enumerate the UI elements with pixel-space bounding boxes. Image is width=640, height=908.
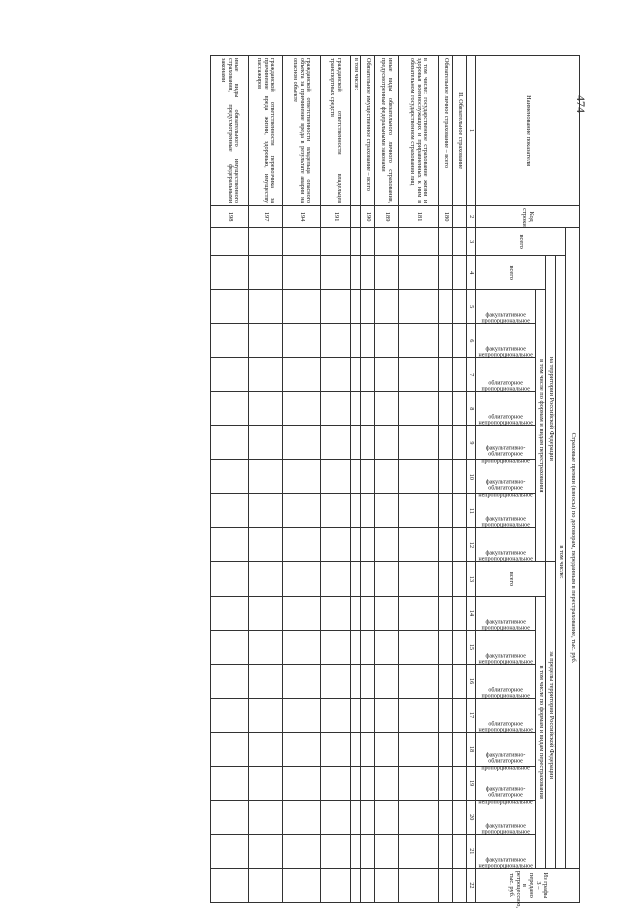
- value-cell: [249, 228, 283, 256]
- value-cell: [321, 228, 351, 256]
- column-type-header: [476, 698, 536, 732]
- value-cell: [439, 358, 453, 392]
- value-cell: [453, 324, 467, 358]
- value-cell: [249, 392, 283, 426]
- value-cell: [211, 460, 249, 494]
- column-number: 12: [467, 528, 476, 562]
- value-cell: [399, 664, 439, 698]
- value-cell: [321, 494, 351, 528]
- column-type-label: облигаторное пропорциональное: [481, 687, 530, 700]
- value-cell: [283, 732, 321, 766]
- value-cell: [249, 528, 283, 562]
- row-code: 194: [283, 206, 321, 228]
- value-cell: [375, 290, 399, 324]
- value-cell: [439, 732, 453, 766]
- outside-rf-header: за пределы территории Российской Федерации: [546, 562, 556, 868]
- column-type-header: [476, 290, 536, 324]
- value-cell: [375, 732, 399, 766]
- value-cell: [283, 358, 321, 392]
- row-code: [351, 206, 361, 228]
- value-cell: [375, 596, 399, 630]
- value-cell: [321, 800, 351, 834]
- value-cell: [211, 800, 249, 834]
- value-cell: [351, 426, 361, 460]
- value-cell: [283, 766, 321, 800]
- value-cell: [283, 630, 321, 664]
- table-row: [361, 56, 375, 903]
- row-label: иные виды обязательного личного страхования, предусмотренные федеральными законами: [375, 56, 399, 206]
- value-cell: [249, 256, 283, 290]
- column-type-header: [476, 630, 536, 664]
- page-number: 474: [574, 95, 588, 113]
- table-row: [453, 56, 467, 903]
- column-type-header: [476, 834, 536, 868]
- value-cell: [351, 562, 361, 596]
- value-cell: [321, 460, 351, 494]
- value-cell: [249, 460, 283, 494]
- column-number: 9: [467, 426, 476, 460]
- column-type-label: факультативное пропорциональное: [481, 517, 530, 530]
- value-cell: [351, 358, 361, 392]
- value-cell: [361, 664, 375, 698]
- outside-forms-header: в том числе по формам и видам перестрахования: [536, 596, 546, 868]
- value-cell: [453, 630, 467, 664]
- value-cell: [375, 834, 399, 868]
- value-cell: [361, 562, 375, 596]
- column-type-header: [476, 494, 536, 528]
- value-cell: [439, 562, 453, 596]
- value-cell: [283, 664, 321, 698]
- value-cell: [249, 834, 283, 868]
- row-code: 189: [375, 206, 399, 228]
- value-cell: [283, 800, 321, 834]
- value-cell: [399, 562, 439, 596]
- row-label: гражданской ответственности перевозчика за причинение вреда жизни, здоровью, имуществу пассажиров: [249, 56, 283, 206]
- value-cell: [361, 290, 375, 324]
- row-code: [453, 206, 467, 228]
- column-number: 16: [467, 664, 476, 698]
- value-cell: [351, 528, 361, 562]
- column-type-header: [476, 664, 536, 698]
- value-cell: [439, 596, 453, 630]
- value-cell: [211, 426, 249, 460]
- value-cell: [351, 834, 361, 868]
- value-cell: [283, 228, 321, 256]
- column-number: 8: [467, 392, 476, 426]
- column-type-label: факультативное непропорциональное: [478, 857, 533, 870]
- value-cell: [321, 834, 351, 868]
- territory-forms-header: в том числе по формам и видам перестрахования: [536, 290, 546, 562]
- row-code: 180: [439, 206, 453, 228]
- column-type-label: факультативное непропорциональное: [478, 653, 533, 666]
- row-label: иные виды обязательного имущественного страхования, предусмотренные федеральными законами: [211, 56, 249, 206]
- row-label: в том числе:: [351, 56, 361, 206]
- value-cell: [361, 698, 375, 732]
- value-cell: [375, 800, 399, 834]
- row-label: II. Обязательное страхование: [453, 56, 467, 206]
- column-type-label: факультативное непропорциональное: [478, 551, 533, 564]
- value-cell: [321, 698, 351, 732]
- value-cell: [439, 290, 453, 324]
- value-cell: [351, 596, 361, 630]
- column-number: 19: [467, 766, 476, 800]
- value-cell: [211, 256, 249, 290]
- value-cell: [453, 698, 467, 732]
- table-row: [283, 56, 321, 903]
- retrocession-header: Из графы 3 – передано в ретроцессию, тыс. руб.: [476, 868, 580, 902]
- value-cell: [351, 494, 361, 528]
- column-type-header: [476, 596, 536, 630]
- value-cell: [321, 392, 351, 426]
- value-cell: [375, 664, 399, 698]
- row-label: Обязательное имущественное страхование – всего: [361, 56, 375, 206]
- value-cell: [283, 596, 321, 630]
- value-cell: [249, 290, 283, 324]
- column-type-label: облигаторное пропорциональное: [481, 380, 530, 394]
- territory-total-header: всего: [476, 256, 546, 290]
- column-number: 11: [467, 494, 476, 528]
- column-type-header: [476, 460, 536, 499]
- line-code-header: Код строки: [476, 206, 580, 228]
- column-type-label: факультативно-облигаторное непропорциональное: [478, 786, 533, 805]
- value-cell: [375, 392, 399, 426]
- value-cell: [321, 596, 351, 630]
- value-cell: [283, 698, 321, 732]
- value-cell: [439, 256, 453, 290]
- value-cell: [453, 460, 467, 494]
- column-number: 6: [467, 324, 476, 358]
- value-cell: [453, 596, 467, 630]
- value-cell: [453, 664, 467, 698]
- value-cell: [211, 868, 249, 902]
- value-cell: [453, 494, 467, 528]
- value-cell: [439, 834, 453, 868]
- value-cell: [249, 868, 283, 902]
- column-number: 21: [467, 834, 476, 868]
- value-cell: [321, 664, 351, 698]
- value-cell: [211, 290, 249, 324]
- value-cell: [351, 800, 361, 834]
- value-cell: [439, 630, 453, 664]
- column-number: 13: [467, 562, 476, 596]
- value-cell: [439, 766, 453, 800]
- column-type-label: факультативное непропорциональное: [478, 346, 533, 360]
- value-cell: [211, 664, 249, 698]
- row-code: 198: [211, 206, 249, 228]
- value-cell: [351, 732, 361, 766]
- value-cell: [399, 358, 439, 392]
- column-type-header: [476, 324, 536, 358]
- value-cell: [399, 868, 439, 902]
- value-cell: [283, 392, 321, 426]
- column-type-label: факультативное пропорциональное: [481, 619, 530, 632]
- value-cell: [375, 630, 399, 664]
- value-cell: [361, 868, 375, 902]
- value-cell: [439, 392, 453, 426]
- value-cell: [249, 494, 283, 528]
- value-cell: [361, 460, 375, 494]
- column-type-header: [476, 426, 536, 465]
- value-cell: [283, 460, 321, 494]
- value-cell: [399, 324, 439, 358]
- column-type-label: факультативное пропорциональное: [481, 312, 530, 326]
- column-number: 3: [467, 228, 476, 256]
- column-type-header: [476, 358, 536, 392]
- value-cell: [361, 630, 375, 664]
- value-cell: [399, 228, 439, 256]
- table-row: [399, 56, 439, 903]
- value-cell: [439, 426, 453, 460]
- row-code: 197: [249, 206, 283, 228]
- value-cell: [321, 732, 351, 766]
- value-cell: [283, 494, 321, 528]
- column-number: 17: [467, 698, 476, 732]
- value-cell: [321, 358, 351, 392]
- column-number: 10: [467, 460, 476, 494]
- value-cell: [351, 460, 361, 494]
- table-row: [439, 56, 453, 903]
- value-cell: [283, 256, 321, 290]
- value-cell: [453, 228, 467, 256]
- value-cell: [211, 494, 249, 528]
- value-cell: [453, 528, 467, 562]
- value-cell: [351, 228, 361, 256]
- value-cell: [399, 596, 439, 630]
- value-cell: [439, 528, 453, 562]
- value-cell: [453, 426, 467, 460]
- column-number: 2: [467, 206, 476, 228]
- column-number: 4: [467, 256, 476, 290]
- column-type-header: [476, 528, 536, 562]
- value-cell: [439, 324, 453, 358]
- outside-total-header: всего: [476, 562, 546, 596]
- value-cell: [399, 766, 439, 800]
- value-cell: [361, 228, 375, 256]
- row-label: в том числе: государственное страхование жизни и здоровья военнослужащих и приравненных к ним в обязательном государственном страховании лиц: [399, 56, 439, 206]
- reinsurance-premiums-table: [210, 55, 580, 908]
- value-cell: [439, 494, 453, 528]
- value-cell: [351, 698, 361, 732]
- value-cell: [351, 392, 361, 426]
- value-cell: [351, 324, 361, 358]
- value-cell: [453, 732, 467, 766]
- value-cell: [321, 290, 351, 324]
- value-cell: [361, 766, 375, 800]
- row-code: 191: [321, 206, 351, 228]
- column-number: 7: [467, 358, 476, 392]
- value-cell: [283, 324, 321, 358]
- column-number: 22: [467, 868, 476, 902]
- total-header: всего: [476, 228, 566, 256]
- value-cell: [249, 324, 283, 358]
- value-cell: [375, 228, 399, 256]
- value-cell: [249, 630, 283, 664]
- value-cell: [439, 868, 453, 902]
- value-cell: [399, 834, 439, 868]
- value-cell: [249, 358, 283, 392]
- value-cell: [249, 698, 283, 732]
- value-cell: [375, 324, 399, 358]
- value-cell: [439, 664, 453, 698]
- value-cell: [439, 228, 453, 256]
- value-cell: [439, 800, 453, 834]
- row-code: 181: [399, 206, 439, 228]
- value-cell: [361, 358, 375, 392]
- value-cell: [211, 834, 249, 868]
- indicator-name-header: Наименование показателя: [476, 56, 580, 206]
- value-cell: [361, 256, 375, 290]
- table-row: [351, 56, 361, 903]
- column-number: 1: [467, 56, 476, 206]
- value-cell: [211, 528, 249, 562]
- value-cell: [375, 766, 399, 800]
- value-cell: [399, 494, 439, 528]
- column-type-label: облигаторное непропорциональное: [478, 721, 533, 734]
- value-cell: [361, 834, 375, 868]
- value-cell: [453, 358, 467, 392]
- row-code: 190: [361, 206, 375, 228]
- table-row: [249, 56, 283, 903]
- value-cell: [399, 290, 439, 324]
- column-number: 20: [467, 800, 476, 834]
- value-cell: [211, 596, 249, 630]
- value-cell: [399, 392, 439, 426]
- value-cell: [399, 460, 439, 494]
- value-cell: [321, 528, 351, 562]
- value-cell: [375, 698, 399, 732]
- incl-header: в том числе:: [556, 256, 566, 869]
- value-cell: [361, 392, 375, 426]
- value-cell: [375, 460, 399, 494]
- value-cell: [321, 562, 351, 596]
- value-cell: [211, 630, 249, 664]
- value-cell: [361, 596, 375, 630]
- column-number: 15: [467, 630, 476, 664]
- column-type-label: факультативно-облигаторное пропорциональное: [481, 445, 530, 465]
- value-cell: [321, 324, 351, 358]
- value-cell: [453, 562, 467, 596]
- row-label: гражданской ответственности владельцев транспортных средств: [321, 56, 351, 206]
- value-cell: [361, 324, 375, 358]
- value-cell: [321, 426, 351, 460]
- value-cell: [351, 664, 361, 698]
- value-cell: [211, 698, 249, 732]
- value-cell: [351, 766, 361, 800]
- value-cell: [211, 562, 249, 596]
- value-cell: [453, 800, 467, 834]
- value-cell: [399, 426, 439, 460]
- value-cell: [249, 426, 283, 460]
- value-cell: [361, 800, 375, 834]
- value-cell: [211, 324, 249, 358]
- rotated-table-container: [220, 55, 580, 908]
- value-cell: [361, 732, 375, 766]
- value-cell: [375, 358, 399, 392]
- value-cell: [399, 800, 439, 834]
- premiums-title-header: Страховые премии (взносы) по договорам, переданным в перестрахование, тыс. руб.: [566, 228, 580, 869]
- row-label: гражданской ответственности владельца опасного объекта за причинение вреда в результате аварии на опасном объекте: [283, 56, 321, 206]
- value-cell: [439, 460, 453, 494]
- column-type-label: факультативное пропорциональное: [481, 823, 530, 836]
- value-cell: [283, 868, 321, 902]
- value-cell: [283, 562, 321, 596]
- value-cell: [453, 256, 467, 290]
- value-cell: [211, 766, 249, 800]
- table-row: [211, 56, 249, 903]
- value-cell: [375, 494, 399, 528]
- value-cell: [453, 290, 467, 324]
- value-cell: [211, 732, 249, 766]
- value-cell: [283, 834, 321, 868]
- value-cell: [283, 426, 321, 460]
- value-cell: [351, 868, 361, 902]
- column-number: 14: [467, 596, 476, 630]
- value-cell: [439, 698, 453, 732]
- value-cell: [453, 766, 467, 800]
- value-cell: [453, 834, 467, 868]
- value-cell: [321, 256, 351, 290]
- value-cell: [283, 528, 321, 562]
- column-number: 18: [467, 732, 476, 766]
- value-cell: [375, 562, 399, 596]
- value-cell: [283, 290, 321, 324]
- value-cell: [211, 358, 249, 392]
- value-cell: [361, 494, 375, 528]
- value-cell: [399, 528, 439, 562]
- value-cell: [399, 698, 439, 732]
- column-type-label: облигаторное непропорциональное: [478, 415, 533, 428]
- value-cell: [361, 426, 375, 460]
- value-cell: [375, 256, 399, 290]
- value-cell: [351, 630, 361, 664]
- value-cell: [453, 392, 467, 426]
- value-cell: [321, 766, 351, 800]
- column-type-header: [476, 732, 536, 771]
- column-type-header: [476, 392, 536, 426]
- value-cell: [375, 426, 399, 460]
- column-type-label: факультативно-облигаторное непропорциональное: [478, 479, 533, 499]
- value-cell: [249, 766, 283, 800]
- value-cell: [399, 256, 439, 290]
- table-row: [321, 56, 351, 903]
- value-cell: [399, 630, 439, 664]
- value-cell: [321, 630, 351, 664]
- row-label: Обязательное личное страхование – всего: [439, 56, 453, 206]
- value-cell: [375, 868, 399, 902]
- value-cell: [375, 528, 399, 562]
- value-cell: [249, 562, 283, 596]
- table-row: [375, 56, 399, 903]
- territory-rf-header: на территории Российской Федерации: [546, 256, 556, 562]
- value-cell: [249, 732, 283, 766]
- column-number: 5: [467, 290, 476, 324]
- value-cell: [321, 868, 351, 902]
- value-cell: [211, 392, 249, 426]
- value-cell: [399, 732, 439, 766]
- value-cell: [249, 664, 283, 698]
- value-cell: [351, 290, 361, 324]
- column-type-label: факультативно-облигаторное пропорциональное: [481, 752, 530, 771]
- value-cell: [361, 528, 375, 562]
- value-cell: [211, 228, 249, 256]
- value-cell: [249, 596, 283, 630]
- value-cell: [453, 868, 467, 902]
- value-cell: [351, 256, 361, 290]
- value-cell: [249, 800, 283, 834]
